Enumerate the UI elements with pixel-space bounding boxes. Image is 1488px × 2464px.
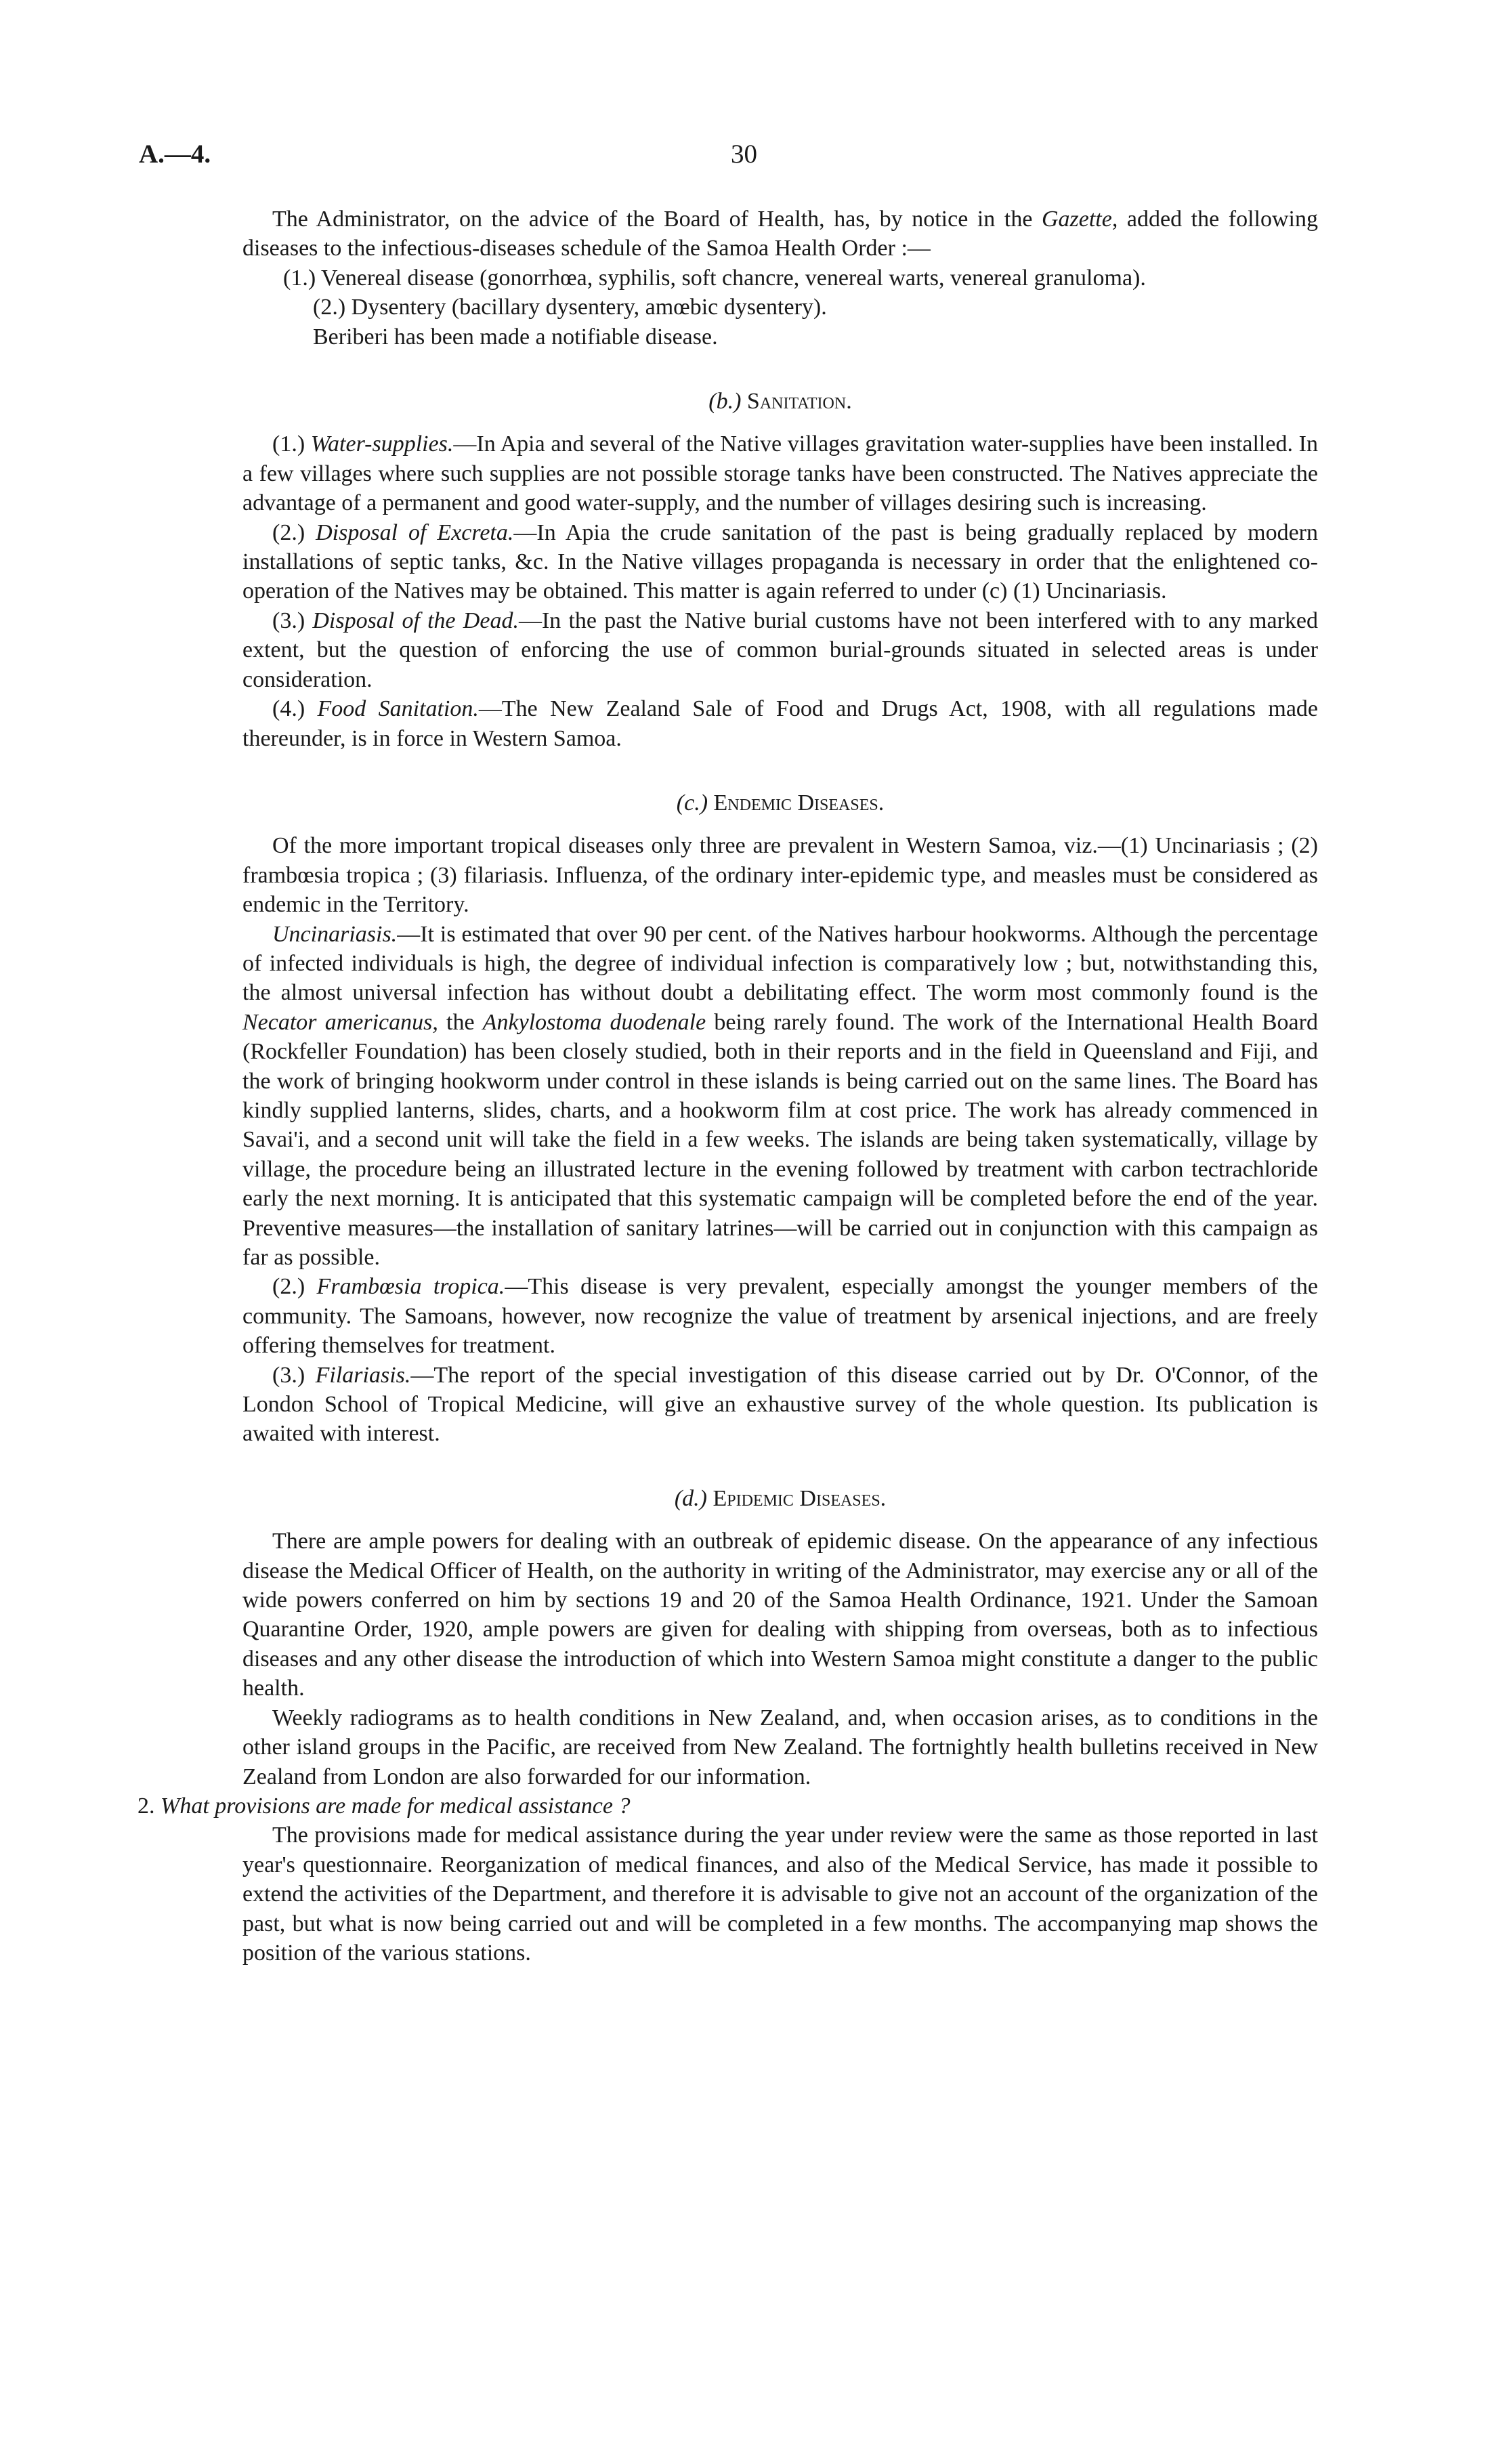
para-text: —This disease is very prevalent, especially amongst the younger members of the community. The Samoans, however, now recognize the value of treatment by arsenical injections, and are freely offering themselves for treatment. — [242, 1274, 1318, 1359]
intro-list-item-1: (1.) Venereal disease (gonorrhœa, syphilis, soft chancre, venereal warts, venereal granuloma). — [283, 265, 1146, 291]
gazette-italic: Gazette, — [1041, 207, 1118, 232]
heading-text: Epidemic Diseases. — [713, 1485, 887, 1511]
para-text-a: —It is estimated that over 90 per cent. of the Natives harbour hookworms. Although the percentage of infected individuals is high, the degree of individual infection is comparatively low ; but, notwithstanding this, the almost universal infection has without doubt a debilitating effect. The worm most commonly found is the — [242, 921, 1318, 1006]
para-number: (2.) — [272, 1274, 317, 1300]
para-text: —The New Zealand Sale of Food and Drugs Act, 1908, with all regulations made thereunder, is in force in Western Samoa. — [242, 696, 1318, 751]
para-text: —In Apia and several of the Native villages gravitation water-supplies have been installed. In a few villages where such supplies are not possible storage tanks have been constructed. The Natives appreciate the advantage of a permanent and good water-supply, and the number of villages desiring such is increasing. — [242, 431, 1318, 516]
sanitation-paragraph-2 — [242, 518, 1318, 606]
para-title: Water-supplies. — [310, 431, 454, 457]
para-number: (4.) — [272, 696, 318, 722]
para-number: (2.) — [272, 519, 316, 545]
question-number: 2. — [137, 1793, 161, 1819]
para-title: Uncinariasis. — [272, 921, 398, 947]
para-text-b: the — [438, 1009, 483, 1035]
epidemic-paragraph-1: There are ample powers for dealing with an outbreak of epidemic disease. On the appearance of any infectious disease the Medical Officer of Health, on the authority in writing of the Administrator, may exercise any or all of the wide powers conferred on him by sections 19 and 20 of the Samoa Health Ordinance, 1921. Under the Samoan Quarantine Order, 1920, ample powers are given for dealing with shipping from overseas, both as to infectious diseases and any other disease the introduction of which into Western Samoa might constitute a danger to the public health. — [242, 1529, 1318, 1701]
species-necator: Necator americanus, — [242, 1009, 438, 1035]
para-number: (1.) — [272, 431, 311, 457]
page-number: 30 — [731, 140, 757, 169]
endemic-paragraph-1: Of the more important tropical diseases only three are prevalent in Western Samoa, viz.—(1) Uncinariasis ; (2) frambœsia tropica ; (3) filariasis. Influenza, of the ordinary inter-epidemic type, and measles must be considered as endemic in the Territory. — [242, 833, 1318, 918]
para-number: (3.) — [272, 608, 313, 633]
sanitation-paragraph-4 — [242, 694, 1318, 753]
intro-text-a: The Administrator, on the advice of the Board of Health, has, by notice in the — [272, 207, 1042, 232]
framboesia-paragraph — [242, 1272, 1318, 1360]
para-text: —In the past the Native burial customs have not been interfered with to any marked extent, but the question of enforcing the use of common burial-grounds situated in selected areas is under consideration. — [242, 608, 1318, 692]
para-text: —The report of the special investigation of this disease carried out by Dr. O'Connor, of the London School of Tropical Medicine, will give an exhaustive survey of the whole question. Its publication is awaited with interest. — [242, 1362, 1318, 1447]
para-title: Filariasis. — [315, 1362, 411, 1388]
section-heading-sanitation — [242, 387, 1318, 416]
section-heading-epidemic — [242, 1484, 1318, 1513]
uncinariasis-paragraph — [242, 920, 1318, 1273]
epidemic-paragraph-2: Weekly radiograms as to health conditions in New Zealand, and, when occasion arises, as to conditions in the other island groups in the Pacific, are received from New Zealand. The fortnightly health bulletins received in New Zealand from London are also forwarded for our information. — [242, 1705, 1318, 1789]
document-body — [137, 205, 1319, 1968]
page-header — [139, 139, 1349, 179]
heading-letter: (b.) — [708, 389, 742, 415]
para-text-c: being rarely found. The work of the International Health Board (Rockfeller Foundation) has been closely studied, both in their reports and in the field in Queensland and Fiji, and the work of bringing hookworm under control in these islands is being carried out on the same lines. The Board has kindly supplied lanterns, slides, charts, and a hookworm film at cost price. The work has already commenced in Savai'i, and a second unit will take the field in a few weeks. The islands are being taken systematically, village by village, the procedure being an illustrated lecture in the evening followed by treatment with carbon tectrachloride early the next morning. It is anticipated that this systematic campaign will be completed before the end of the year. Preventive measures—the installation of sanitary latrines—will be carried out in conjunction with this campaign as far as possible. — [242, 1009, 1318, 1270]
heading-text: Sanitation. — [746, 389, 852, 415]
section-heading-endemic — [242, 788, 1318, 817]
para-title: Disposal of Excreta. — [316, 519, 514, 545]
filariasis-paragraph — [242, 1361, 1318, 1449]
intro-list-item-2: (2.) Dysentery (bacillary dysentery, amœbic dysentery). — [313, 295, 827, 320]
para-text: —In Apia the crude sanitation of the past is being gradually replaced by modern installations of septic tanks, &c. In the Native villages propaganda is necessary in order that the enlightened co-operation of the Natives may be obtained. This matter is again referred to under (c) (1) Uncinariasis. — [242, 519, 1319, 604]
intro-paragraph — [242, 205, 1318, 263]
document-reference: A.—4. — [139, 140, 211, 169]
intro-list-item-3: Beriberi has been made a notifiable disease. — [313, 324, 718, 349]
heading-text: Endemic Diseases. — [713, 790, 885, 815]
question-text: What provisions are made for medical assistance ? — [161, 1793, 631, 1819]
species-ankylostoma: Ankylostoma duodenale — [482, 1009, 706, 1035]
intro-text-b: added the following diseases to the infectious-diseases schedule of the Samoa Health Order :— — [242, 207, 1318, 261]
question-2-answer: The provisions made for medical assistance during the year under review were the same as those reported in last year's questionnaire. Reorganization of medical finances, and also of the Medical Service, has made it possible to extend the activities of the Department, and therefore it is advisable to give not an account of the organization of the past, but what is now being carried out and will be completed in a few months. The accompanying map shows the position of the various stations. — [242, 1823, 1318, 1966]
para-title: Disposal of the Dead. — [312, 608, 519, 633]
para-title: Food Sanitation. — [317, 696, 479, 722]
sanitation-paragraph-1 — [242, 429, 1318, 517]
sanitation-paragraph-3 — [242, 606, 1318, 694]
heading-letter: (d.) — [674, 1485, 707, 1511]
heading-letter: (c.) — [676, 790, 708, 815]
para-number: (3.) — [272, 1362, 316, 1388]
question-2 — [137, 1791, 1318, 1821]
para-title: Frambœsia tropica. — [316, 1274, 505, 1300]
